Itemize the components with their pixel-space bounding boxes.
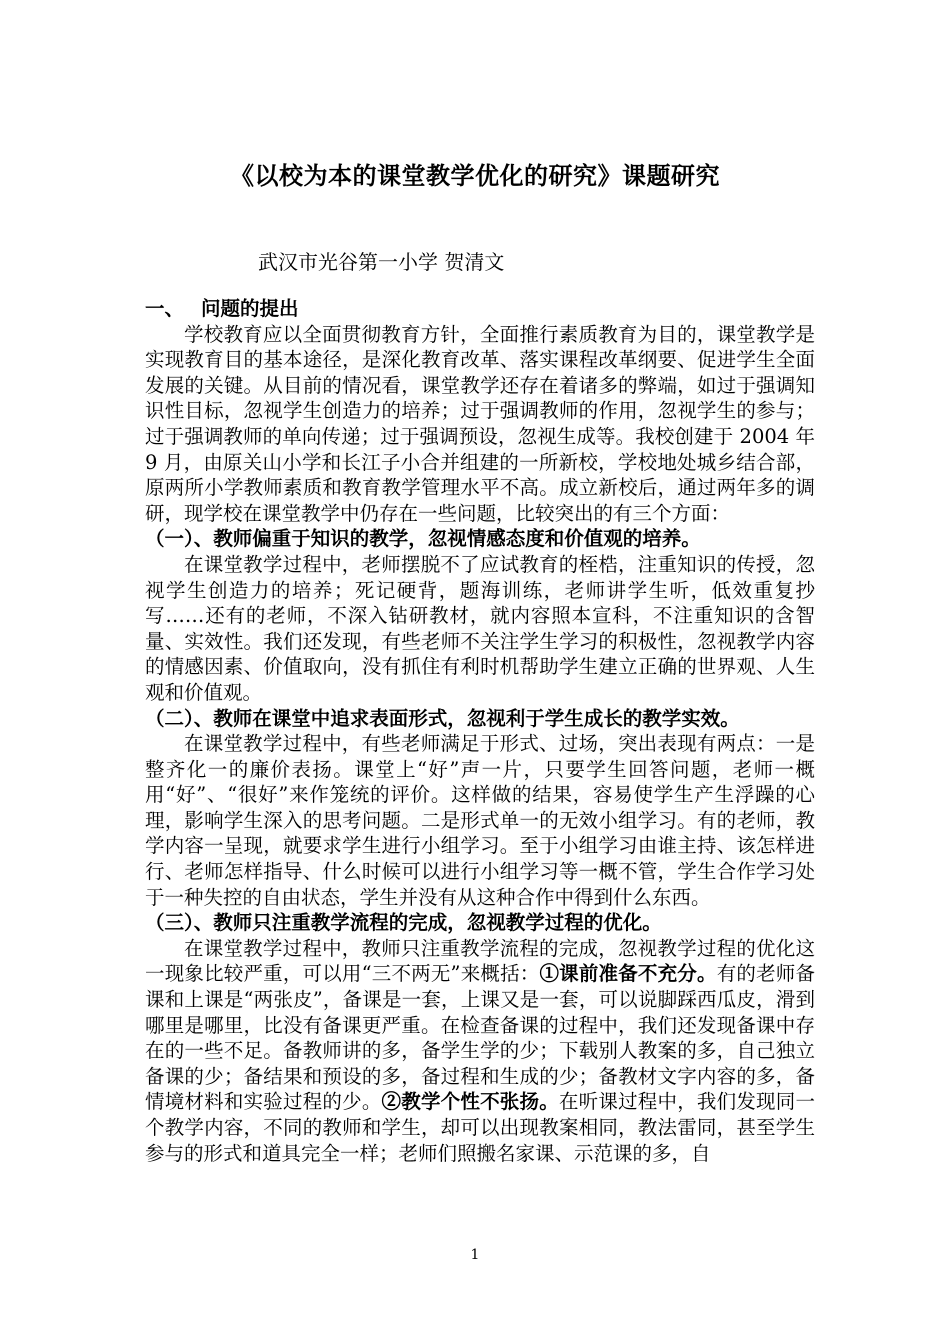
subsection-heading-3: （三）、教师只注重教学流程的完成，忽视教学过程的优化。 [145,911,662,935]
subsection-heading-1: （一）、教师偏重于知识的教学，忽视情感态度和价值观的培养。 [145,527,701,551]
section-heading [145,296,815,322]
subsection-heading-2: （二）、教师在课堂中追求表面形式，忽视利于学生成长的教学实效。 [145,706,740,730]
paragraph-text: 在听课过程中，我们发现同一个教学内容，不同的教师和学生，却可以出现教案相同，教法雷同，甚至学生参与的形式和道具完全一样；老师们照搬名家课、示范课的多，自 [145,1090,815,1165]
paragraph: 学校教育应以全面贯彻教育方针，全面推行素质教育为目的，课堂教学是实现教育目的基本途径，是深化教育改革、落实课程改革纲要、促进学生全面发展的关键。从目前的情况看，课堂教学还存在着诸多的弊端，如过于强调知识性目标，忽视学生创造力的培养；过于强调教师的作用，忽视学生的参与；过于强调教师的单向传递；过于强调预设，忽视生成等。我校创建于 2004 年 9 月，由原关山小学和长江子小合并组建的一所新校，学校地处城乡结合部，原两所小学教师素质和教育教学管理水平不高。成立新校后，通过两年多的调研，现学校在课堂教学中仍存在一些问题，比较突出的有三个方面： [145,322,815,525]
paragraph [145,936,815,1166]
paragraph-text: 在课堂教学过程中，教师只注重教学流程的完成，忽视教学过程的优化这一现象比较严重，可以用“三不两无”来概括： [145,936,815,986]
document-title: 《以校为本的课堂教学优化的研究》课题研究 [230,161,720,190]
section-number: 一、 [145,297,185,320]
paragraph-text: 有的老师备课和上课是“两张皮”，备课是一套，上课又是一套，可以说脚踩西瓜皮，滑到哪里是哪里，比没有备课更严重。在检查备课的过程中，我们还发现备课中存在的一些不足。备教师讲的多，备学生学的少；下载别人教案的多，自己独立备课的少；备结果和预设的多，备过程和生成的少；备教材文字内容的多，备情境材料和实验过程的少。 [145,962,815,1114]
document-body [145,296,815,1166]
point-label: ①课前准备不充分。 [539,962,717,986]
paragraph: 在课堂教学过程中，老师摆脱不了应试教育的桎梏，注重知识的传授，忽视学生创造力的培养；死记硬背，题海训练，老师讲学生听，低效重复抄写……还有的老师，不深入钻研教材，就内容照本宣科，不注重知识的含智量、实效性。我们还发现，有些老师不关注学生学习的积极性，忽视教学内容的情感因素、价值取向，没有抓住有利时机帮助学生建立正确的世界观、人生观和价值观。 [145,552,815,704]
page-number: 1 [470,1247,480,1263]
point-label: ②教学个性不张扬。 [381,1090,559,1114]
author-line: 武汉市光谷第一小学 贺清文 [258,250,505,274]
paragraph: 在课堂教学过程中，有些老师满足于形式、过场，突出表现有两点：一是整齐化一的廉价表扬。课堂上“好”声一片，只要学生回答问题，老师一概用“好”、“很好”来作笼统的评价。这样做的结果，容易使学生产生浮躁的心理，影响学生深入的思考问题。二是形式单一的无效小组学习。有的老师，教学内容一呈现，就要求学生进行小组学习。至于小组学习由谁主持、该怎样进行、老师怎样指导、什么时候可以进行小组学习等一概不管，学生合作学习处于一种失控的自由状态，学生并没有从这种合作中得到什么东西。 [145,732,815,909]
section-title: 问题的提出 [201,297,299,320]
